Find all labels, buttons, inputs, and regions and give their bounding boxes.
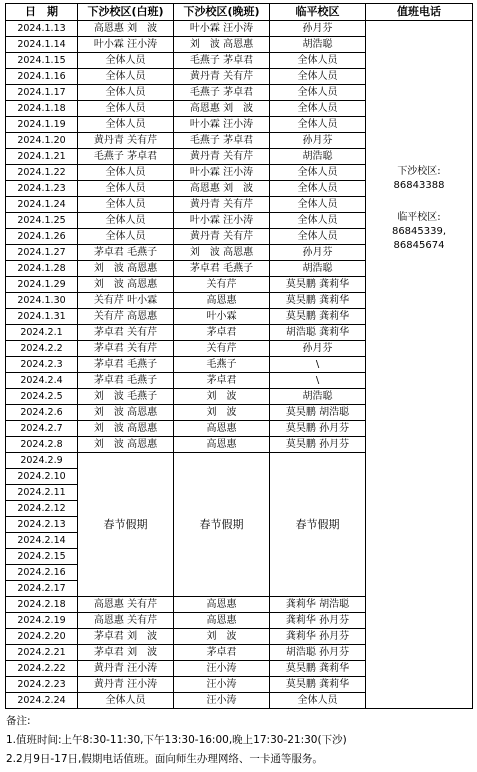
linping-cell: 胡浩聪 龚莉华 — [270, 325, 366, 341]
xiasha-day-cell: 茅卓君 关有芹 — [78, 341, 174, 357]
xiasha-day-cell: 毛燕子 茅卓君 — [78, 149, 174, 165]
linping-phone-label: 临平校区: — [397, 212, 441, 223]
date-cell: 2024.2.20 — [6, 629, 78, 645]
linping-cell: 全体人员 — [270, 181, 366, 197]
linping-cell: 全体人员 — [270, 197, 366, 213]
header-xiasha-day: 下沙校区(白班) — [78, 4, 174, 21]
xiasha-night-cell: 汪小涛 — [174, 677, 270, 693]
xiasha-night-cell: 毛燕子 茅卓君 — [174, 85, 270, 101]
duty-schedule-table — [5, 3, 473, 709]
xiasha-day-cell: 黄丹青 汪小涛 — [78, 661, 174, 677]
xiasha-day-cell: 茅卓君 毛燕子 — [78, 373, 174, 389]
date-cell: 2024.1.15 — [6, 53, 78, 69]
xiasha-night-cell: 茅卓君 毛燕子 — [174, 261, 270, 277]
xiasha-day-cell: 高恩惠 刘 波 — [78, 21, 174, 37]
xiasha-day-cell: 全体人员 — [78, 117, 174, 133]
xiasha-day-cell: 全体人员 — [78, 197, 174, 213]
xiasha-night-cell: 关有芹 — [174, 277, 270, 293]
xiasha-night-cell: 关有芹 — [174, 341, 270, 357]
linping-cell: 胡浩聪 孙月芬 — [270, 645, 366, 661]
linping-cell: 全体人员 — [270, 165, 366, 181]
date-cell: 2024.2.2 — [6, 341, 78, 357]
date-cell: 2024.2.17 — [6, 581, 78, 597]
date-cell: 2024.1.16 — [6, 69, 78, 85]
date-cell: 2024.2.5 — [6, 389, 78, 405]
xiasha-night-cell: 高恩惠 — [174, 421, 270, 437]
date-cell: 2024.2.14 — [6, 533, 78, 549]
xiasha-day-cell: 全体人员 — [78, 693, 174, 709]
linping-cell: \ — [270, 373, 366, 389]
linping-holiday: 春节假期 — [270, 453, 366, 597]
xiasha-day-cell: 茅卓君 毛燕子 — [78, 245, 174, 261]
xiasha-night-cell: 高恩惠 — [174, 437, 270, 453]
xiasha-day-cell: 全体人员 — [78, 165, 174, 181]
linping-cell: 全体人员 — [270, 213, 366, 229]
xiasha-night-cell: 毛燕子 — [174, 357, 270, 373]
date-cell: 2024.1.27 — [6, 245, 78, 261]
linping-cell: 胡浩聪 — [270, 261, 366, 277]
xiasha-day-cell: 刘 波 高恩惠 — [78, 405, 174, 421]
date-cell: 2024.2.12 — [6, 501, 78, 517]
xiasha-night-cell: 高恩惠 — [174, 293, 270, 309]
xiasha-day-cell: 全体人员 — [78, 101, 174, 117]
date-cell: 2024.1.26 — [6, 229, 78, 245]
date-cell: 2024.1.18 — [6, 101, 78, 117]
xiasha-night-cell: 黄丹青 关有芹 — [174, 229, 270, 245]
date-cell: 2024.2.19 — [6, 613, 78, 629]
linping-cell: 莫昊鹏 龚莉华 — [270, 661, 366, 677]
linping-cell: 龚莉华 孙月芬 — [270, 613, 366, 629]
linping-cell: 全体人员 — [270, 69, 366, 85]
xiasha-day-cell: 全体人员 — [78, 85, 174, 101]
linping-cell: 孙月芬 — [270, 21, 366, 37]
header-xiasha-night: 下沙校区(晚班) — [174, 4, 270, 21]
linping-cell: \ — [270, 357, 366, 373]
xiasha-phone-label: 下沙校区: — [397, 166, 441, 177]
linping-cell: 莫昊鹏 龚莉华 — [270, 309, 366, 325]
date-cell: 2024.1.30 — [6, 293, 78, 309]
date-cell: 2024.2.10 — [6, 469, 78, 485]
date-cell: 2024.2.1 — [6, 325, 78, 341]
xiasha-night-cell: 高恩惠 — [174, 613, 270, 629]
linping-cell: 莫昊鹏 孙月芬 — [270, 437, 366, 453]
xiasha-night-cell: 毛燕子 茅卓君 — [174, 53, 270, 69]
xiasha-night-cell: 茅卓君 — [174, 373, 270, 389]
date-cell: 2024.2.23 — [6, 677, 78, 693]
date-cell: 2024.2.9 — [6, 453, 78, 469]
xiasha-day-cell: 全体人员 — [78, 229, 174, 245]
linping-cell: 龚莉华 胡浩聪 — [270, 597, 366, 613]
notes-line-2: 2.2月9日-17日,假期电话值班。面向师生办理网络、一卡通等服务。 — [6, 753, 323, 765]
header-date: 日 期 — [6, 4, 78, 21]
linping-cell: 莫昊鹏 胡浩聪 — [270, 405, 366, 421]
linping-cell: 全体人员 — [270, 53, 366, 69]
linping-cell: 胡浩聪 — [270, 389, 366, 405]
xiasha-day-cell: 刘 波 高恩惠 — [78, 261, 174, 277]
linping-cell: 全体人员 — [270, 85, 366, 101]
date-cell: 2024.1.17 — [6, 85, 78, 101]
date-cell: 2024.1.29 — [6, 277, 78, 293]
xiasha-night-cell: 汪小涛 — [174, 661, 270, 677]
date-cell: 2024.1.14 — [6, 37, 78, 53]
date-cell: 2024.2.21 — [6, 645, 78, 661]
date-cell: 2024.1.21 — [6, 149, 78, 165]
date-cell: 2024.2.3 — [6, 357, 78, 373]
linping-phone-number-2: 86845674 — [393, 240, 445, 251]
date-cell: 2024.1.31 — [6, 309, 78, 325]
date-cell: 2024.2.15 — [6, 549, 78, 565]
xiasha-night-cell: 高恩惠 刘 波 — [174, 181, 270, 197]
xiasha-day-cell: 全体人员 — [78, 53, 174, 69]
date-cell: 2024.1.24 — [6, 197, 78, 213]
date-cell: 2024.1.22 — [6, 165, 78, 181]
xiasha-night-cell: 茅卓君 — [174, 645, 270, 661]
linping-cell: 莫昊鹏 龚莉华 — [270, 293, 366, 309]
date-cell: 2024.2.8 — [6, 437, 78, 453]
xiasha-night-cell: 叶小霖 汪小涛 — [174, 165, 270, 181]
xiasha-day-cell: 刘 波 高恩惠 — [78, 421, 174, 437]
xiasha-night-cell: 刘 波 — [174, 405, 270, 421]
xiasha-day-holiday: 春节假期 — [78, 453, 174, 597]
xiasha-night-cell: 刘 波 高恩惠 — [174, 245, 270, 261]
linping-phone-number-1: 86845339, — [391, 226, 447, 237]
xiasha-night-cell: 黄丹青 关有芹 — [174, 197, 270, 213]
linping-phone — [366, 211, 472, 253]
linping-cell: 全体人员 — [270, 693, 366, 709]
xiasha-day-cell: 茅卓君 刘 波 — [78, 645, 174, 661]
xiasha-night-cell: 叶小霖 — [174, 309, 270, 325]
date-cell: 2024.2.18 — [6, 597, 78, 613]
date-cell: 2024.2.6 — [6, 405, 78, 421]
date-cell: 2024.2.22 — [6, 661, 78, 677]
xiasha-night-cell: 叶小霖 汪小涛 — [174, 117, 270, 133]
date-cell: 2024.2.4 — [6, 373, 78, 389]
xiasha-day-cell: 茅卓君 毛燕子 — [78, 357, 174, 373]
xiasha-day-cell: 全体人员 — [78, 213, 174, 229]
xiasha-night-cell: 高恩惠 刘 波 — [174, 101, 270, 117]
xiasha-day-cell: 刘 波 高恩惠 — [78, 277, 174, 293]
header-row — [6, 4, 473, 21]
xiasha-day-cell: 茅卓君 刘 波 — [78, 629, 174, 645]
linping-cell: 莫昊鹏 龚莉华 — [270, 677, 366, 693]
linping-cell: 孙月芬 — [270, 341, 366, 357]
date-cell: 2024.2.24 — [6, 693, 78, 709]
date-cell: 2024.1.20 — [6, 133, 78, 149]
linping-cell: 全体人员 — [270, 117, 366, 133]
date-cell: 2024.1.13 — [6, 21, 78, 37]
linping-cell: 孙月芬 — [270, 245, 366, 261]
xiasha-day-cell: 高恩惠 关有芹 — [78, 597, 174, 613]
xiasha-night-cell: 茅卓君 — [174, 325, 270, 341]
date-cell: 2024.1.28 — [6, 261, 78, 277]
linping-cell: 全体人员 — [270, 101, 366, 117]
phone-cell — [366, 21, 473, 709]
linping-cell: 莫昊鹏 龚莉华 — [270, 277, 366, 293]
date-cell: 2024.1.23 — [6, 181, 78, 197]
xiasha-night-holiday: 春节假期 — [174, 453, 270, 597]
xiasha-day-cell: 叶小霖 汪小涛 — [78, 37, 174, 53]
xiasha-day-cell: 高恩惠 关有芹 — [78, 613, 174, 629]
xiasha-day-cell: 全体人员 — [78, 181, 174, 197]
xiasha-phone-number: 86843388 — [393, 180, 445, 191]
xiasha-day-cell: 刘 波 毛燕子 — [78, 389, 174, 405]
xiasha-day-cell: 黄丹青 关有芹 — [78, 133, 174, 149]
date-cell: 2024.2.11 — [6, 485, 78, 501]
date-cell: 2024.1.25 — [6, 213, 78, 229]
linping-cell: 全体人员 — [270, 229, 366, 245]
xiasha-day-cell: 黄丹青 汪小涛 — [78, 677, 174, 693]
date-cell: 2024.1.19 — [6, 117, 78, 133]
date-cell: 2024.2.7 — [6, 421, 78, 437]
linping-cell: 莫昊鹏 孙月芬 — [270, 421, 366, 437]
xiasha-night-cell: 叶小霖 汪小涛 — [174, 21, 270, 37]
notes-line-1: 1.值班时间:上午8:30-11:30,下午13:30-16:00,晚上17:30-21:30(下沙) — [6, 734, 347, 746]
xiasha-night-cell: 汪小涛 — [174, 693, 270, 709]
linping-cell: 胡浩聪 — [270, 149, 366, 165]
linping-cell: 胡浩聪 — [270, 37, 366, 53]
xiasha-night-cell: 刘 波 高恩惠 — [174, 37, 270, 53]
header-linping: 临平校区 — [270, 4, 366, 21]
xiasha-day-cell: 刘 波 高恩惠 — [78, 437, 174, 453]
xiasha-night-cell: 叶小霖 汪小涛 — [174, 213, 270, 229]
xiasha-phone — [366, 165, 472, 193]
xiasha-night-cell: 刘 波 — [174, 389, 270, 405]
xiasha-night-cell: 高恩惠 — [174, 597, 270, 613]
xiasha-night-cell: 刘 波 — [174, 629, 270, 645]
date-cell: 2024.2.16 — [6, 565, 78, 581]
notes-section — [6, 712, 347, 769]
xiasha-night-cell: 毛燕子 茅卓君 — [174, 133, 270, 149]
linping-cell: 龚莉华 孙月芬 — [270, 629, 366, 645]
header-phone: 值班电话 — [366, 4, 473, 21]
xiasha-day-cell: 关有芹 叶小霖 — [78, 293, 174, 309]
table-row — [6, 21, 473, 37]
xiasha-day-cell: 关有芹 高恩惠 — [78, 309, 174, 325]
xiasha-day-cell: 茅卓君 关有芹 — [78, 325, 174, 341]
linping-cell: 孙月芬 — [270, 133, 366, 149]
xiasha-night-cell: 黄丹青 关有芹 — [174, 149, 270, 165]
date-cell: 2024.2.13 — [6, 517, 78, 533]
notes-title: 备注: — [6, 715, 31, 727]
xiasha-day-cell: 全体人员 — [78, 69, 174, 85]
xiasha-night-cell: 黄丹青 关有芹 — [174, 69, 270, 85]
